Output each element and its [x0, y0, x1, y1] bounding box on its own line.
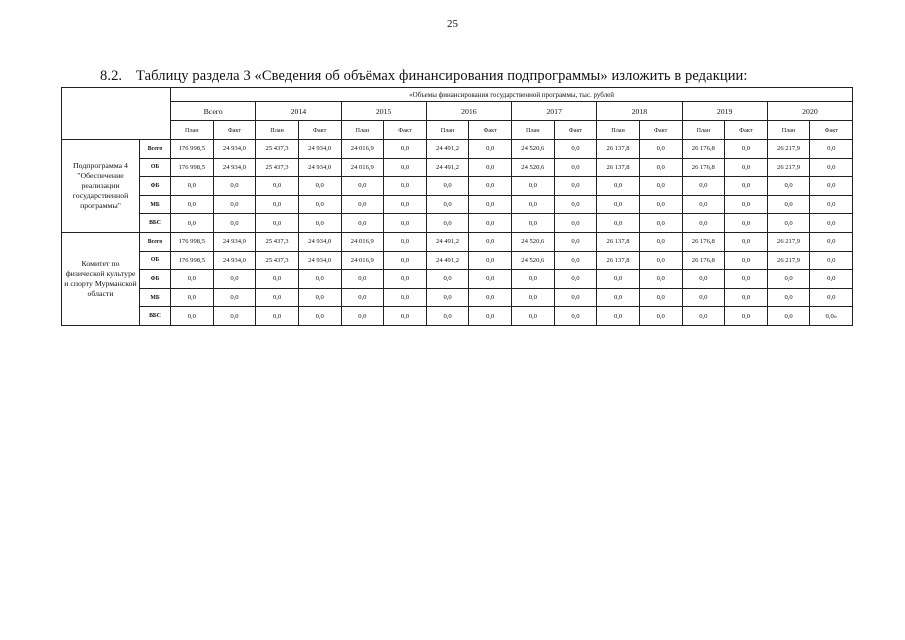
value-cell: 0,0 — [682, 177, 725, 196]
value-cell: 0,0 — [341, 214, 384, 233]
fact-header: Факт — [469, 121, 512, 140]
value-cell: 24 016,9 — [341, 251, 384, 270]
value-cell: 24 520,6 — [512, 140, 555, 159]
plan-header: План — [256, 121, 299, 140]
funding-source-cell: Всего — [140, 232, 171, 251]
value-cell: 0,0 — [554, 270, 597, 289]
value-cell: 0,0 — [639, 307, 682, 326]
value-cell: 0,0 — [725, 214, 768, 233]
value-cell: 24 520,6 — [512, 158, 555, 177]
year-header: 2014 — [256, 102, 341, 121]
value-cell: 0,0 — [639, 158, 682, 177]
value-cell: 176 998,5 — [171, 232, 214, 251]
value-cell: 0,0 — [639, 251, 682, 270]
table-row — [62, 140, 853, 159]
fact-header: Факт — [810, 121, 853, 140]
table-row — [62, 195, 853, 214]
value-cell: 0,0 — [213, 307, 256, 326]
value-cell: 0,0 — [554, 307, 597, 326]
value-cell: 24 934,0 — [213, 251, 256, 270]
value-cell: 24 491,2 — [426, 158, 469, 177]
value-cell: 26 176,8 — [682, 251, 725, 270]
value-cell: 0,0 — [469, 214, 512, 233]
heading-number: 8.2. — [100, 68, 123, 84]
value-cell: 24 520,6 — [512, 251, 555, 270]
value-cell: 0,0 — [213, 270, 256, 289]
value-cell: 0,0 — [384, 307, 427, 326]
value-cell: 26 176,8 — [682, 158, 725, 177]
value-cell: 0,0 — [725, 288, 768, 307]
value-cell: 0,0 — [171, 307, 214, 326]
value-cell: 0,0 — [810, 288, 853, 307]
value-cell: 0,0 — [512, 195, 555, 214]
financing-table — [61, 87, 853, 326]
value-cell: 0,0 — [384, 251, 427, 270]
value-cell: 0,0 — [597, 177, 640, 196]
value-cell: 25 437,3 — [256, 140, 299, 159]
value-cell: 0,0 — [426, 270, 469, 289]
value-cell: 26 137,8 — [597, 158, 640, 177]
section-heading — [100, 68, 748, 85]
value-cell: 0,0 — [213, 177, 256, 196]
value-cell: 0,0 — [682, 214, 725, 233]
value-cell: 24 934,0 — [298, 158, 341, 177]
value-cell: 26 137,8 — [597, 251, 640, 270]
value-cell: 0,0 — [725, 140, 768, 159]
value-cell: 0,0 — [639, 214, 682, 233]
value-cell: 26 217,9 — [767, 158, 810, 177]
value-cell: 0,0 — [384, 270, 427, 289]
value-cell: 26 217,9 — [767, 251, 810, 270]
value-cell: 24 016,9 — [341, 158, 384, 177]
value-cell: 0,0 — [469, 195, 512, 214]
value-cell: 0,0 — [341, 195, 384, 214]
value-cell: 0,0 — [810, 158, 853, 177]
value-cell: 0,0 — [597, 214, 640, 233]
value-cell: 24 934,0 — [298, 251, 341, 270]
value-cell: 0,0 — [298, 288, 341, 307]
value-cell: 0,0 — [256, 288, 299, 307]
plan-header: План — [767, 121, 810, 140]
value-cell: 0,0 — [725, 232, 768, 251]
value-cell: 0,0 — [725, 158, 768, 177]
value-cell: 0,0 — [171, 177, 214, 196]
value-cell: 0,0 — [639, 232, 682, 251]
value-cell: 0,0 — [298, 214, 341, 233]
table-row — [62, 270, 853, 289]
value-cell: 0,0 — [810, 140, 853, 159]
value-cell: 24 934,0 — [213, 232, 256, 251]
value-cell: 0,0 — [469, 251, 512, 270]
year-header: 2016 — [426, 102, 511, 121]
value-cell: 0,0 — [384, 195, 427, 214]
value-cell: 24 520,6 — [512, 232, 555, 251]
funding-source-cell: ОБ — [140, 251, 171, 270]
value-cell: 0,0 — [639, 140, 682, 159]
value-cell: 0,0 — [554, 232, 597, 251]
page-number: 25 — [447, 18, 458, 30]
plan-header: План — [341, 121, 384, 140]
value-cell: 24 934,0 — [213, 158, 256, 177]
value-cell: 0,0 — [767, 270, 810, 289]
plan-header: План — [682, 121, 725, 140]
year-header: 2017 — [512, 102, 597, 121]
value-cell: 0,0 — [384, 158, 427, 177]
value-cell: 0,0 — [512, 177, 555, 196]
funding-source-cell: ФБ — [140, 177, 171, 196]
funding-source-cell: ВБС — [140, 307, 171, 326]
value-cell: 0,0 — [298, 307, 341, 326]
value-cell: 0,0 — [426, 195, 469, 214]
value-cell: 26 176,8 — [682, 140, 725, 159]
value-cell: 0,0 — [426, 177, 469, 196]
funding-source-cell: МБ — [140, 288, 171, 307]
value-cell: 24 491,2 — [426, 140, 469, 159]
value-cell: 176 998,5 — [171, 158, 214, 177]
plan-header: План — [426, 121, 469, 140]
value-cell: 0,0 — [767, 177, 810, 196]
value-cell: 0,0 — [554, 158, 597, 177]
plan-fact-header-row — [62, 121, 853, 140]
value-cell: 0,0 — [725, 195, 768, 214]
value-cell: 0,0 — [469, 307, 512, 326]
value-cell: 0,0 — [682, 195, 725, 214]
value-cell: 0,0 — [725, 307, 768, 326]
value-cell: 0,0 — [554, 140, 597, 159]
value-cell: 0,0 — [682, 270, 725, 289]
value-cell: 0,0 — [682, 307, 725, 326]
value-cell: 25 437,3 — [256, 232, 299, 251]
fact-header: Факт — [298, 121, 341, 140]
value-cell: 0,0 — [767, 288, 810, 307]
fact-header: Факт — [639, 121, 682, 140]
value-cell: 0,0 — [384, 232, 427, 251]
value-cell: 0,0 — [725, 177, 768, 196]
value-cell: 0,0 — [256, 307, 299, 326]
value-cell: 0,0 — [213, 214, 256, 233]
value-cell: 0,0 — [213, 288, 256, 307]
value-cell: 0,0 — [256, 195, 299, 214]
value-cell: 0,0 — [767, 307, 810, 326]
value-cell: 0,0 — [725, 251, 768, 270]
value-cell: 0,0 — [597, 195, 640, 214]
value-cell: 0,0 — [469, 177, 512, 196]
value-cell: 0,0 — [554, 214, 597, 233]
years-header-row — [62, 102, 853, 121]
value-cell: 0,0 — [213, 195, 256, 214]
value-cell: 0,0 — [298, 270, 341, 289]
fact-header: Факт — [384, 121, 427, 140]
year-header: 2020 — [767, 102, 852, 121]
header-corner-cell — [62, 88, 171, 140]
table-row — [62, 214, 853, 233]
value-cell: 0,0 — [512, 307, 555, 326]
value-cell: 0,0 — [171, 288, 214, 307]
value-cell: 0,0 — [810, 232, 853, 251]
value-cell: 0,0 — [426, 288, 469, 307]
value-cell: 0,0 — [171, 270, 214, 289]
plan-header: План — [171, 121, 214, 140]
value-cell: 0,0 — [725, 270, 768, 289]
year-header: 2019 — [682, 102, 767, 121]
value-cell: 0,0 — [469, 140, 512, 159]
value-cell: 0,0 — [639, 270, 682, 289]
value-cell: 0,0 — [469, 158, 512, 177]
value-cell: 0,0 — [810, 270, 853, 289]
value-cell: 0,0 — [171, 214, 214, 233]
value-cell: 0,0 — [384, 177, 427, 196]
value-cell: 24 934,0 — [298, 140, 341, 159]
value-cell: 0,0 — [469, 232, 512, 251]
value-cell: 0,0 — [298, 177, 341, 196]
value-cell: 0,0 — [512, 214, 555, 233]
value-cell: 0,0 — [767, 195, 810, 214]
value-cell: 176 998,5 — [171, 140, 214, 159]
value-cell: 0,0 — [554, 195, 597, 214]
value-cell: 0,0 — [341, 177, 384, 196]
fact-header: Факт — [213, 121, 256, 140]
table-row — [62, 307, 853, 326]
year-header: 2018 — [597, 102, 682, 121]
value-cell: 0,0 — [639, 177, 682, 196]
value-cell: 26 137,8 — [597, 140, 640, 159]
value-cell: 0,0 — [682, 288, 725, 307]
value-cell: 0,0 — [171, 195, 214, 214]
value-cell: 0,0 — [341, 270, 384, 289]
value-cell: 0,0 — [597, 270, 640, 289]
caption-row — [62, 88, 853, 102]
funding-source-cell: ОБ — [140, 158, 171, 177]
funding-source-cell: ФБ — [140, 270, 171, 289]
value-cell: 0,0 — [469, 288, 512, 307]
total-header: Всего — [171, 102, 256, 121]
value-cell: 0,0 — [554, 251, 597, 270]
value-cell: 0,0 — [341, 288, 384, 307]
table-caption: «Объемы финансирования государственной программы, тыс. рублей — [171, 88, 853, 102]
value-cell: 0,0 — [639, 288, 682, 307]
table-row — [62, 177, 853, 196]
value-cell: 0,0 — [810, 177, 853, 196]
value-cell: 0,0 — [512, 270, 555, 289]
fact-header: Факт — [554, 121, 597, 140]
value-cell: 0,0 — [469, 270, 512, 289]
value-cell: 25 437,3 — [256, 158, 299, 177]
value-cell: 0,0 — [767, 214, 810, 233]
value-cell: 26 176,8 — [682, 232, 725, 251]
value-cell: 0,0 — [810, 195, 853, 214]
value-cell: 0,0 — [256, 177, 299, 196]
value-cell: 0,0 — [256, 270, 299, 289]
value-cell: 0,0 — [341, 307, 384, 326]
value-cell: 26 217,9 — [767, 140, 810, 159]
value-cell: 0,0 — [426, 214, 469, 233]
value-cell: 0,0 — [298, 195, 341, 214]
group-name-cell: Комитет по физической культуре и спорту Мурманской области — [62, 232, 140, 325]
value-cell: 0,0 — [810, 214, 853, 233]
funding-source-cell: ВБС — [140, 214, 171, 233]
value-cell: 176 998,5 — [171, 251, 214, 270]
value-cell: 25 437,3 — [256, 251, 299, 270]
value-cell: 0,0 — [384, 288, 427, 307]
value-cell: 24 016,9 — [341, 232, 384, 251]
value-cell: 26 217,9 — [767, 232, 810, 251]
value-cell: 24 934,0 — [298, 232, 341, 251]
year-header: 2015 — [341, 102, 426, 121]
plan-header: План — [512, 121, 555, 140]
value-cell: 24 016,9 — [341, 140, 384, 159]
table-row — [62, 232, 853, 251]
value-cell: 0,0 — [426, 307, 469, 326]
value-cell: 26 137,8 — [597, 232, 640, 251]
value-cell: 0,0 — [639, 195, 682, 214]
value-cell: 0,0 — [554, 288, 597, 307]
value-cell: 0,0 — [554, 177, 597, 196]
heading-text: Таблицу раздела 3 «Сведения об объёмах финансирования подпрограммы» изложить в редакции: — [136, 68, 748, 84]
value-cell: 0,0 — [384, 214, 427, 233]
value-cell: 0,0 — [597, 307, 640, 326]
plan-header: План — [597, 121, 640, 140]
table-row — [62, 288, 853, 307]
value-cell: 0,0 — [384, 140, 427, 159]
group-name-cell: Подпрограмма 4 "Обеспечение реализации государственной программы" — [62, 140, 140, 233]
value-cell: 24 491,2 — [426, 232, 469, 251]
value-cell: 24 934,0 — [213, 140, 256, 159]
value-cell: 24 491,2 — [426, 251, 469, 270]
value-cell: 0,0 — [512, 288, 555, 307]
value-cell: 0,0 — [810, 251, 853, 270]
value-cell: 0,0 — [597, 288, 640, 307]
value-cell: 0,0» — [810, 307, 853, 326]
table-row — [62, 251, 853, 270]
fact-header: Факт — [725, 121, 768, 140]
funding-source-cell: Всего — [140, 140, 171, 159]
value-cell: 0,0 — [256, 214, 299, 233]
funding-source-cell: МБ — [140, 195, 171, 214]
table-row — [62, 158, 853, 177]
